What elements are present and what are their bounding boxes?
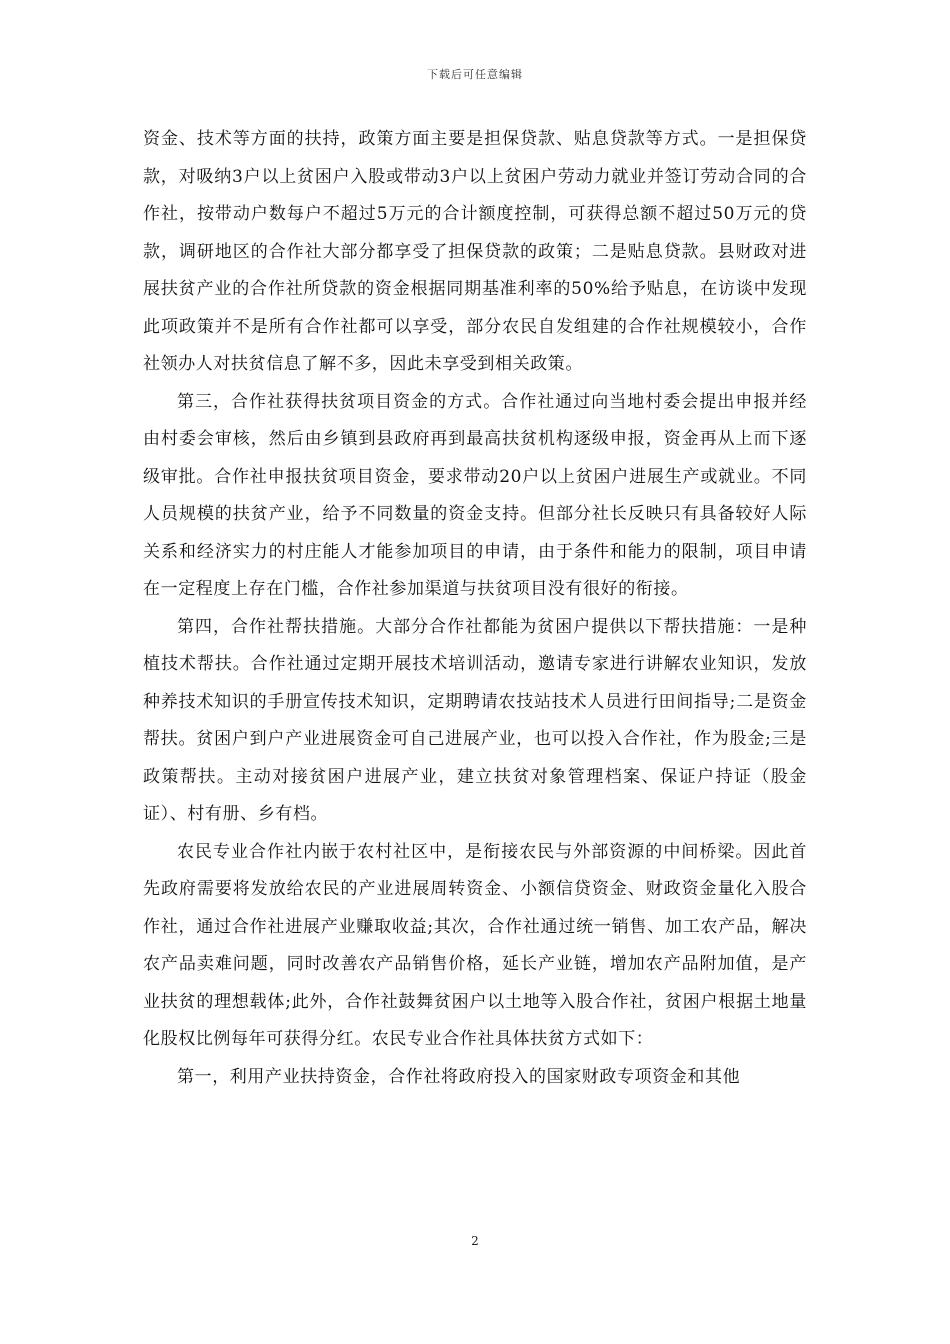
paragraph-3: 第四，合作社帮扶措施。大部分合作社都能为贫困户提供以下帮扶措施：一是种植技术帮扶。合作社通过定期开展技术培训活动，邀请专家进行讲解农业知识，发放种养技术知识的手册宣传技术知识，定期聘请农技站技术人员进行田间指导;二是资金帮扶。贫困户到户产业进展资金可自己进展产业，也可以投入合作社，作为股金;三是政策帮扶。主动对接贫困户进展产业，建立扶贫对象管理档案、保证户持证（股金证）、村有册、乡有档。 [143, 616, 807, 824]
paragraph-2: 第三，合作社获得扶贫项目资金的方式。合作社通过向当地村委会提出申报并经由村委会审核，然后由乡镇到县政府再到最高扶贫机构逐级申报，资金再从上而下逐级审批。合作社申报扶贫项目资金，要求带动20户以上贫困户进展生产或就业。不同人员规模的扶贫产业，给予不同数量的资金支持。但部分社长反映只有具备较好人际关系和经济实力的村庄能人才能参加项目的申请，由于条件和能力的限制，项目申请在一定程度上存在门槛，合作社参加渠道与扶贫项目没有很好的衔接。 [143, 391, 807, 599]
page-header: 下载后可任意编辑 [427, 68, 523, 81]
paragraph-4: 农民专业合作社内嵌于农村社区中，是衔接农民与外部资源的中间桥梁。因此首先政府需要将发放给农民的产业进展周转资金、小额信贷资金、财政资金量化入股合作社，通过合作社进展产业赚取收益;其次，合作社通过统一销售、加工农产品，解决农产品卖难问题，同时改善农产品销售价格，延长产业链，增加农产品附加值，是产业扶贫的理想载体;此外，合作社鼓舞贫困户以土地等入股合作社，贫困户根据土地量化股权比例每年可获得分红。农民专业合作社具体扶贫方式如下： [143, 841, 807, 1049]
paragraph-5: 第一，利用产业扶持资金，合作社将政府投入的国家财政专项资金和其他 [177, 1066, 741, 1087]
body-text [143, 121, 807, 1096]
page-number: 2 [471, 1234, 479, 1248]
paragraph-1: 资金、技术等方面的扶持，政策方面主要是担保贷款、贴息贷款等方式。一是担保贷款，对吸纳3户以上贫困户入股或带动3户以上贫困户劳动力就业并签订劳动合同的合作社，按带动户数每户不超过5万元的合计额度控制，可获得总额不超过50万元的贷款，调研地区的合作社大部分都享受了担保贷款的政策；二是贴息贷款。县财政对进展扶贫产业的合作社所贷款的资金根据同期基准利率的50%给予贴息，在访谈中发现此项政策并不是所有合作社都可以享受，部分农民自发组建的合作社规模较小，合作社领办人对扶贫信息了解不多，因此未享受到相关政策。 [143, 129, 807, 374]
